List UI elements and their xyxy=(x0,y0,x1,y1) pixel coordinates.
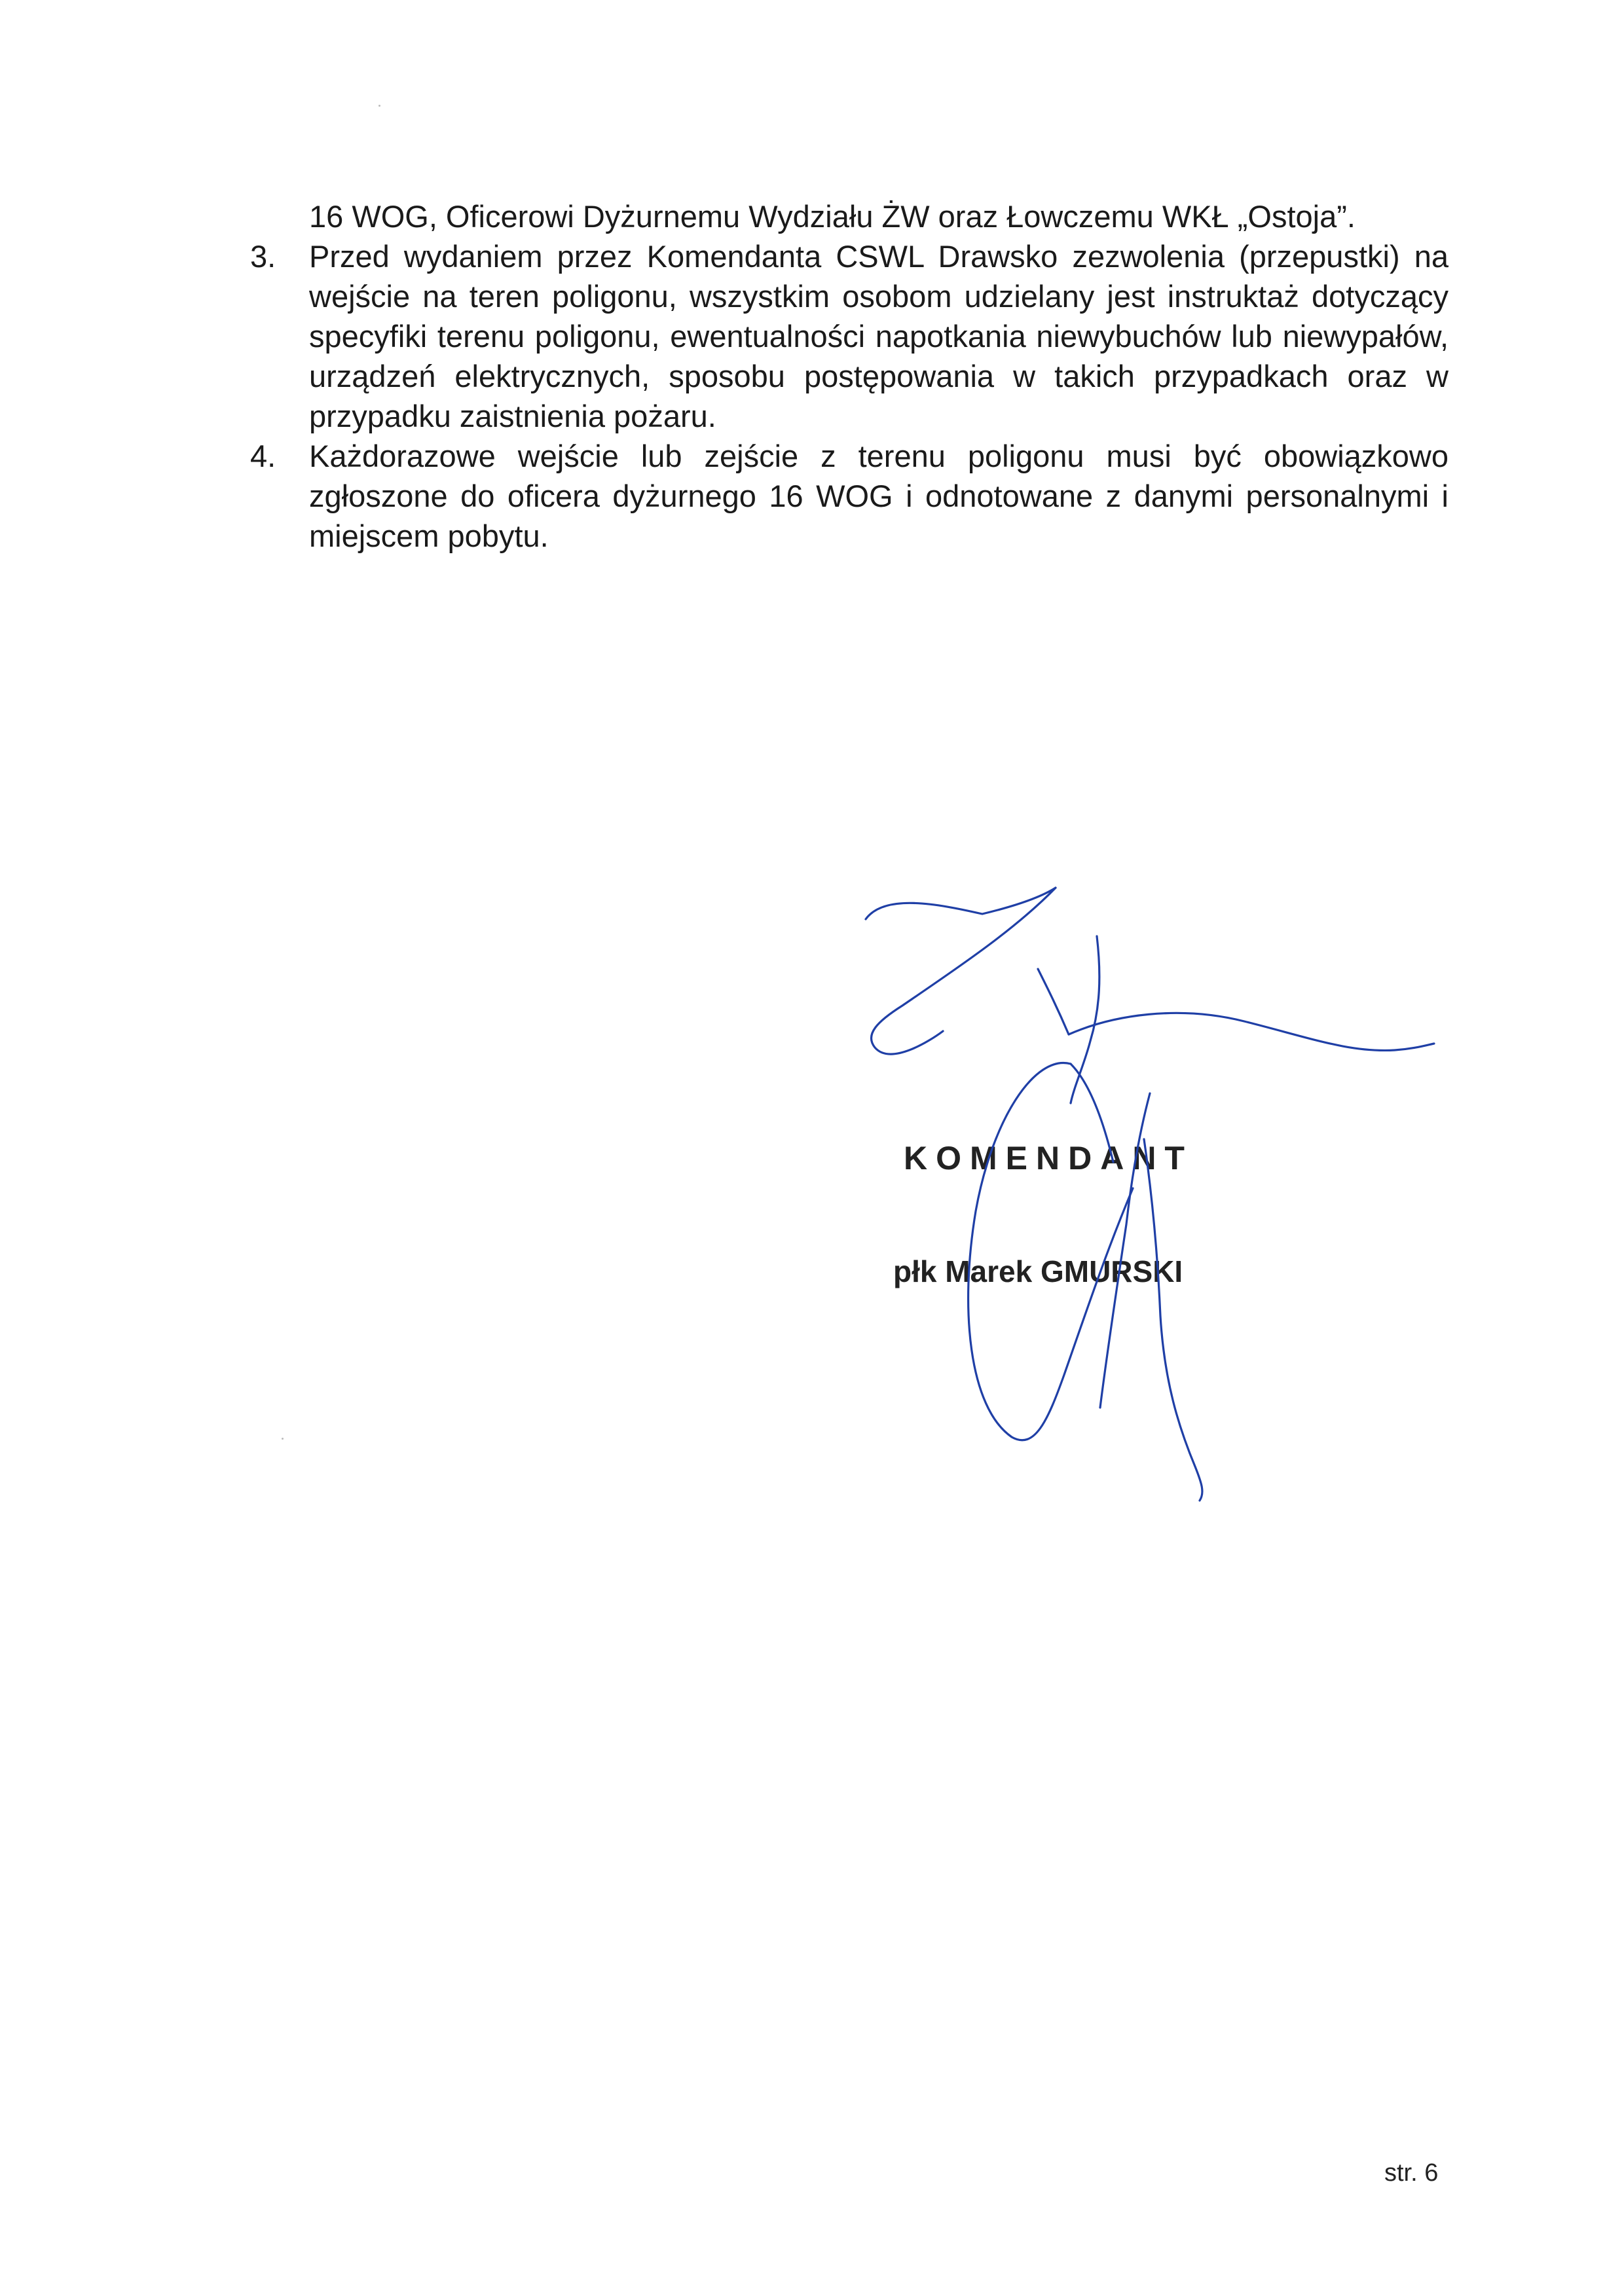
page-number: str. 6 xyxy=(1384,2159,1439,2187)
signatory-name: płk Marek GMURSKI xyxy=(893,1254,1183,1288)
signature-block xyxy=(838,858,1460,1532)
paragraph-continuation xyxy=(244,196,1449,236)
signature-stroke xyxy=(1069,1013,1434,1050)
scan-speck xyxy=(378,105,380,107)
paragraph-number: 4. xyxy=(250,439,276,473)
paragraph-text: Każdorazowe wejście lub zejście z terenu poligonu musi być obowiązkowo zgłoszone do oficera dyżurnego 16 WOG i odnotowane z danymi personalnymi i miejscem pobytu. xyxy=(309,439,1449,553)
signature-stroke xyxy=(969,1063,1133,1440)
paragraph-3 xyxy=(244,236,1449,436)
signature-stroke xyxy=(1038,969,1069,1034)
paragraph-number: 3. xyxy=(250,239,276,274)
signature-stroke xyxy=(1144,1139,1202,1501)
paragraph-text: Przed wydaniem przez Komendanta CSWL Drawsko zezwolenia (przepustki) na wejście na teren poligonu, wszystkim osobom udzielany jest instruktaż dotyczący specyfiki terenu poligonu, ewentualności napotkania niewybuchów lub niewypałów, urządzeń elektrycznych, sposobu postępowania w takich przypadkach oraz w przypadku zaistnienia pożaru. xyxy=(309,239,1449,433)
signatory-title: KOMENDANT xyxy=(904,1140,1193,1176)
signature-stroke xyxy=(871,888,1056,1054)
signature-stroke xyxy=(1071,936,1099,1103)
scan-speck xyxy=(282,1438,284,1440)
paragraph-4 xyxy=(244,436,1449,556)
body-text xyxy=(244,196,1449,556)
paragraph-text: 16 WOG, Oficerowi Dyżurnemu Wydziału ŻW oraz Łowczemu WKŁ „Ostoja”. xyxy=(309,199,1356,234)
handwritten-signature xyxy=(838,858,1460,1532)
